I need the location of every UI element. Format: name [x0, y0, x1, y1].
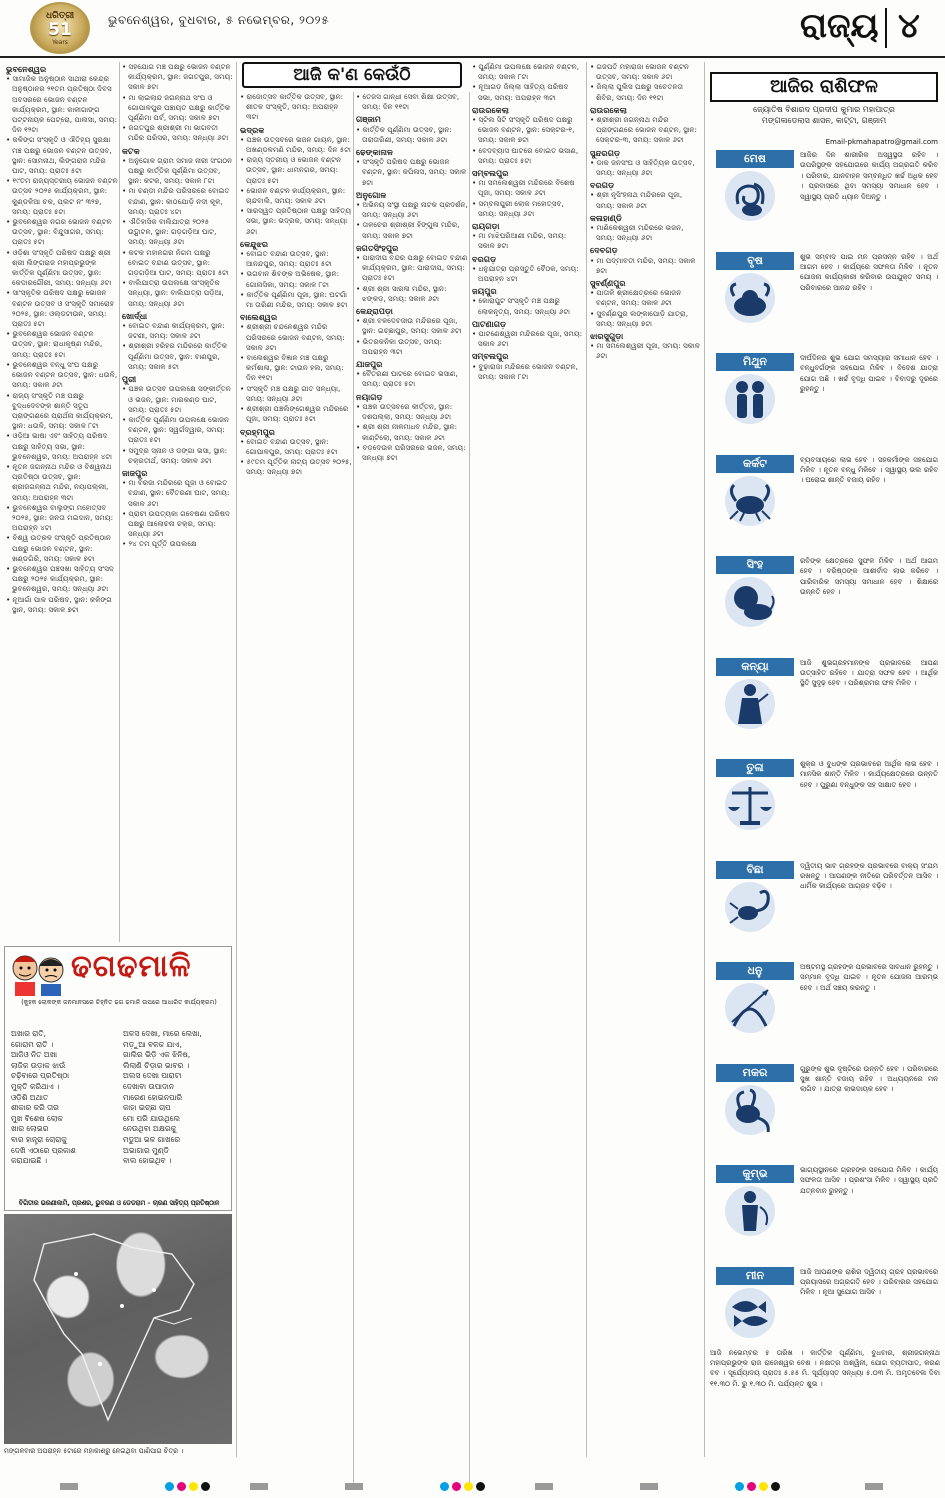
- event-item: • ପଞ୍ଚକ ଉତ୍ସବରେ ଭଜନ ଗାୟନ, ସ୍ଥାନ: ଅଖଣ୍ଡଳମଣି ମନ୍ଦିର, ସମୟ: ଦିନ ୫ଟା: [240, 135, 352, 155]
- page-number: ୪: [898, 6, 920, 46]
- district-heading: ଜଗତସିଂହପୁର: [356, 242, 399, 253]
- black-dot: [476, 1482, 485, 1491]
- district-heading: ଜୟପୁର: [472, 286, 497, 297]
- poem-line: ଶୀକାର କରି ତାର: [11, 1103, 59, 1113]
- event-item: • ତେଜସ ଗାନ୍ଧୀ ସେବା ଶିକ୍ଷା ଉତ୍ସବ, ସମୟ: ଦିନ ୧୧ଟା: [356, 92, 468, 112]
- horoscope-text: ଶୁକ୍ର ଓ ବୁଧଙ୍କ ପ୍ରଭାବରେ ଆର୍ଥିକ ଲାଭ ହେବ । ମାନସିକ ଶାନ୍ତି ମିଳିବ । କାର୍ଯ୍ୟକ୍ଷେତ୍ରରେ ଉନ୍ନତି ହେବ । ପୁରୁଣା ବନ୍ଧୁଙ୍କ ସହ ସାକ୍ଷାତ ହେବ ।: [800, 760, 938, 789]
- event-item: • ମା ପଦ୍ମାବତୀ ମନ୍ଦିର, ସମୟ: ସକାଳ ୭ଟା: [590, 256, 702, 276]
- cyan-dot: [440, 1482, 449, 1491]
- poem-line: ଗାଲିର ଭିଡ଼ି ଏକ ଝିନିଷ,: [123, 1050, 191, 1060]
- event-item: • ସମୁଦ୍ର ସ୍ନାନ ଓ ଡଙ୍ଗା ଭସା, ସ୍ଥାନ: ଚକ୍ରତୀର୍ଥ, ସମୟ: ସକାଳ ୬ଟା: [122, 446, 234, 466]
- district-heading: ଅନୁଗୋଳ: [356, 189, 387, 200]
- event-item: • ଡାକ ଜନସଂଘ ଓ ସାହିତ୍ୟିକ ଉତ୍ସବ, ସମୟ: ସନ୍ଧ୍ୟା ୬ଟା: [590, 158, 702, 178]
- event-item: • କାର୍ତ୍ତିକ ପୂର୍ଣ୍ଣିମା ଉତ୍ସବ, ସ୍ଥାନ: ତାରାତାରିଣୀ, ସମୟ: ସକାଳ ୬ଟା: [356, 125, 468, 145]
- event-item: • ରାଜୋତ୍ସବ କାର୍ତ୍ତିକ ଉତ୍ସବ, ସ୍ଥାନ: ଶୀତଳ ସଂସ୍କୃତି, ସମୟ: ଅପରାହ୍ନ ୩ଟା: [240, 92, 352, 123]
- seal-brand: ଧରିତ୍ରୀ: [45, 10, 75, 21]
- district-heading: କଟକ: [122, 145, 140, 156]
- zodiac-sign-label: କର୍କଟ: [716, 455, 794, 473]
- event-item: • ମା ବିରଜା ମନ୍ଦିରରେ ପୂଜା ଓ ବୋଇତ ବନ୍ଦାଣ, ସ୍ଥାନ: ବୈତରଣୀ ଘାଟ, ସମୟ: ସକାଳ ୬ଟା: [122, 478, 234, 509]
- horoscope-text: ଦ୍ୱିତୀୟ ଭାବ ଗ୍ରହଙ୍କ ପ୍ରଭାବରେ ବାକ୍ୟ ସଂଯମ ରଖନ୍ତୁ । ଆପଣଙ୍କ ନୀତିରେ ପରିବର୍ତ୍ତନ ଆସିବ । ଧାର୍ମିକ କାର୍ଯ୍ୟରେ ଆଗ୍ରହ ବଢ଼ିବ ।: [800, 861, 938, 891]
- district-heading: ରାଉରକେଲା: [472, 104, 509, 115]
- yellow-dot: [189, 1482, 198, 1491]
- scales-zodiac-icon: [724, 779, 776, 831]
- district-heading: କଳାହାଣ୍ଡି: [590, 212, 622, 223]
- cyan-dot: [165, 1482, 174, 1491]
- event-item: • ଭୁବନେଶ୍ୱର ନଗର ଭୋଜନ ବଣ୍ଟନ ଉତ୍ସବ, ସ୍ଥାନ: ବିନ୍ଦୁସାଗର, ସମୟ: ପ୍ରାତଃ ୫ଟା: [6, 217, 118, 248]
- event-item: • ଶ୍ରୀ ଶ୍ରୀ ନୀଳମାଧବ ମନ୍ଦିର, ସ୍ଥାନ: କାଣ୍ଟିଲୋ, ସମୟ: ସକାଳ ୬ଟା: [356, 422, 468, 442]
- seal-number: 51: [48, 19, 72, 40]
- event-item: • ସ୍ଟିଲ ସିଟି ସଂସ୍କୃତି ପରିଷଦ ପକ୍ଷରୁ ଭୋଜନ ବଣ୍ଟନ, ସ୍ଥାନ: ସେକ୍ଟର-୧, ସମୟ: ସକାଳ ୭ଟା: [472, 115, 584, 146]
- event-item: • ବୁଢ଼ାରାଜା ମନ୍ଦିରରେ ଭୋଜନ ବଣ୍ଟନ, ସମୟ: ସକାଳ ୮ଟା: [472, 362, 584, 382]
- event-item: • ସୁବର୍ଣ୍ଣପୁର ଲଙ୍କାପୋଡ଼ି ଯାତ୍ରା, ସମୟ: ସନ୍ଧ୍ୟା ୭ଟା: [590, 309, 702, 329]
- district-heading: ବ୍ରହ୍ମପୁର: [240, 426, 276, 437]
- event-item: • ଭୋଜନ ବଣ୍ଟନ କାର୍ଯ୍ୟକ୍ରମ, ସ୍ଥାନ: ଚାନ୍ଦବାଲି, ସମୟ: ସକାଳ ୬ଟା: [240, 186, 352, 206]
- event-item: • ୧୯ତମ ରାଜ୍ୟସ୍ତରୀୟ ଭୋଜନ ବଣ୍ଟନ ଉତ୍ସବ ୨୦୨୫ କାର୍ଯ୍ୟକ୍ରମ, ସ୍ଥାନ: କୁଣ୍ଡଳିଆ ଚକ, ପ୍ଲଟ ନଂ ୩୨୭, ସମୟ: ପ୍ରାତଃ ୫ଟା: [6, 176, 118, 217]
- poem-line: ଅଖାର ରାତି,: [11, 1029, 47, 1038]
- event-item: • ପୁର୍ଣ୍ଣିମା ଉପଲକ୍ଷେ ଭୋଜନ ବଣ୍ଟନ, ସମୟ: ସକାଳ ୮ଟା: [472, 62, 584, 82]
- event-item: • ସାଂସ୍କୃତିକ ପରିଷଦ ପକ୍ଷରୁ ଭୋଜନ ବଣ୍ଟନ ଉତ୍ସବ ଓ ସଂସ୍କୃତି ସମାରୋହ ୨୦୨୫, ସ୍ଥାନ: ଓଲ୍ଡଟାଉନ, ସମୟ: ପ୍ରାତଃ ୫ଟା: [6, 288, 118, 329]
- calendar-column-4: [356, 92, 468, 1452]
- cyan-dot: [735, 1482, 744, 1491]
- poem-line: ଲାଜିକ ଉଡ଼ାକ ଝାଉଁ: [11, 1060, 66, 1070]
- district-heading: ପାଟଣାଗଡ଼: [472, 318, 507, 329]
- poem-line: ଖାର ଲୋଭର: [11, 1124, 49, 1134]
- district-heading: ବରଗଡ଼: [590, 180, 615, 191]
- poem-line: ଦେଖି ଏଠାରେ ପ୍ରକାଶ: [11, 1145, 76, 1155]
- cartoon-panel: [4, 946, 232, 1211]
- district-heading: ସୁବର୍ଣ୍ଣପୁର: [590, 278, 626, 289]
- event-item: • ଶ୍ରୀଶ୍ରୀ ପଞ୍ଚଲିଙ୍ଗେଶ୍ୱର ମନ୍ଦିରରେ ପୂଜା, ସମୟ: ପ୍ରାତଃ ୫ଟା: [240, 404, 352, 424]
- event-item: • ସଂସ୍କୃତି ପରିଷଦ ପକ୍ଷରୁ ଭୋଜନ ବଣ୍ଟନ, ସ୍ଥାନ: କପିଳାସ, ସମୟ: ସକାଳ ୭ଟା: [356, 157, 468, 188]
- event-item: • ସମ୍ବଲପୁରୀ ଲୋକ ମହୋତ୍ସବ, ସମୟ: ସନ୍ଧ୍ୟା ୬ଟା: [472, 199, 584, 219]
- event-item: • ଶ୍ରୀଶ୍ରୀ ଜଗନ୍ନାଥ ମନ୍ଦିର ପ୍ରାଙ୍ଗଣରେ ଭୋଜନ ବଣ୍ଟନ, ସ୍ଥାନ: ସେକ୍ଟର-୩, ସମୟ: ସକାଳ ୬ଟା: [590, 115, 702, 146]
- black-dot: [201, 1482, 210, 1491]
- district-heading: ସୁନ୍ଦରଗଡ଼: [590, 147, 621, 158]
- registration-block: [640, 1483, 658, 1490]
- event-item: • ୫୯ତମ ପୂର୍ତ୍ତିକ ନାଟ୍ୟ ଉତ୍ସବ ୨୦୨୫, ସମୟ: ସନ୍ଧ୍ୟା ୭ଟା: [240, 457, 352, 477]
- horoscope-text: ଆଜି ଆପଣଙ୍କ ରାଶିର ଦ୍ୱିତୀୟ ଗ୍ରହ ପ୍ରଭାବରେ ପ୍ରୟାସରେ ଅଗ୍ରଗତି ହେବ । ପରିବାରର ସହଯୋଗ ମିଳିବ । ନୂଆ ସୁଯୋଗ ଆସିବ ।: [800, 1267, 938, 1297]
- event-item: • ଐତିହାସିକ ବାଲିଯାତ୍ରା ୨୦୨୫ ଉଦ୍ଘାଟନ, ସ୍ଥାନ: ଗଡ଼ଗଡ଼ିଆ ଘାଟ, ସମୟ: ସନ୍ଧ୍ୟା ୬ଟା: [122, 217, 234, 248]
- event-item: • ଶ୍ରୀ ଶ୍ରୀ ସାରଳା ମନ୍ଦିର, ସ୍ଥାନ: ଝଙ୍କଡ଼, ସମୟ: ସକାଳ ୬ଟା: [356, 284, 468, 304]
- event-item: • ପାତାଳି ଶ୍ରୀକ୍ଷେତ୍ରରେ ଭୋଜନ ବଣ୍ଟନ, ସମୟ: ସକାଳ ୬ଟା: [590, 288, 702, 308]
- district-heading: ଢେଙ୍କାନାଳ: [356, 147, 393, 158]
- event-item: • ସହଯୋଗ ମଞ୍ଚ ପକ୍ଷରୁ ଭୋଜନ ବଣ୍ଟନ କାର୍ଯ୍ୟକ୍ରମ, ସ୍ଥାନ: ଜଗତପୁର, ସମୟ: ସକାଳ ୭ଟା: [122, 62, 234, 93]
- zodiac-sign-label: ଧନୁ: [716, 962, 794, 980]
- event-item: • ଶ୍ରୀଶ୍ରୀ ହରିହର ମନ୍ଦିରରେ କାର୍ତ୍ତିକ ପୂର୍ଣ୍ଣିମା ଉତ୍ସବ, ସ୍ଥାନ: ବାଣପୁର, ସମୟ: ସକାଳ ୫ଟା: [122, 341, 234, 372]
- horoscope-text: ବ୍ୟବସାୟରେ ଲାଭ ହେବ । ସହକର୍ମୀଙ୍କ ସହଯୋଗ ମିଳିବ । ନୂତନ ବନ୍ଧୁ ମିଳିବେ । ସ୍ୱାସ୍ଥ୍ୟ ଭଲ ରହିବ । ଘରୋଇ ଶାନ୍ତି ବଜାୟ ରହିବ ।: [800, 455, 938, 485]
- event-item: • କାର୍ତ୍ତିକ ପୂର୍ଣ୍ଣିମା ପୂଜା, ସ୍ଥାନ: ଘଟଗାଁ ମା ତାରିଣୀ ମନ୍ଦିର, ସମୟ: ସକାଳ ୭ଟା: [240, 290, 352, 310]
- district-heading: ନୟାଗଡ଼: [356, 391, 383, 402]
- poem-left: [11, 1029, 123, 1167]
- horoscope-entry-water-bearer: [710, 1165, 940, 1267]
- event-item: • ଭିତରକନିକା ଉତ୍ସବ, ସମୟ: ଅପରାହ୍ନ ୩ଟା: [356, 337, 468, 357]
- poem-line: ଓଡ଼ିଶି ଅଥାତ: [11, 1092, 49, 1102]
- print-registration-bar: [0, 1475, 945, 1498]
- zodiac-sign-label: ସିଂହ: [716, 556, 794, 574]
- horoscope-entry-lion: [710, 556, 940, 658]
- registration-block: [865, 1483, 883, 1490]
- event-item: • ମା ସମଲେଶ୍ୱରୀ ପୂଜା, ସମୟ: ସକାଳ ୬ଟା: [590, 341, 702, 361]
- district-heading: କେନ୍ଦୁଝର: [240, 238, 269, 249]
- magenta-dot: [177, 1482, 186, 1491]
- poem-line: ମଡୁଆ ଭଳ ଗାଖରେ: [123, 1134, 181, 1144]
- event-item: • ବିଶ୍ୱ ଉତ୍କଳ ସଂସ୍କୃତି ପ୍ରତିଷ୍ଠାନ ପକ୍ଷରୁ ଭୋଜନ ବଣ୍ଟନ, ସ୍ଥାନ: ଖଣ୍ଡଗିରି, ସମୟ: ସକାଳ ୭ଟା: [6, 533, 118, 564]
- column-rule: [469, 92, 470, 1487]
- district-heading: ରାୟଗଡ଼ା: [472, 221, 500, 232]
- cartoon-figures-illustration: [9, 950, 67, 998]
- event-item: • କଟକ ମହାନଗର ନିଗମ ପକ୍ଷରୁ ବୋଇତ ବନ୍ଦାଣ ଉତ୍ସବ, ସ୍ଥାନ: ଗଡ଼ଗଡ଼ିଆ ଘାଟ, ସମୟ: ପ୍ରାତଃ ୫ଟା: [122, 248, 234, 279]
- horoscope-text: ଆଜିର ଦିନ ଶାରୀରିକ ଅସ୍ୱସ୍ଥତା ରହିବ । ଉପରିସ୍ଥଙ୍କ ସହଯୋଗରେ କାର୍ଯ୍ୟ ଅଗ୍ରଗତି କରିବ । ପରିବାର, ଯାନବାହନ ସମ୍ବନ୍ଧିତ ଖର୍ଚ୍ଚ ଅଧିକ ହେବ । ପ୍ରବାସରେ ଥିବା ସମସ୍ୟା ସମାଧାନ ହେବ । ସ୍ୱାସ୍ଥ୍ୟ ପ୍ରତି ଧ୍ୟାନ ଦିଅନ୍ତୁ ।: [800, 151, 938, 201]
- zodiac-sign-label: କନ୍ୟା: [716, 658, 794, 676]
- event-item: • ଶ୍ରୀଶ୍ରୀ ଚନ୍ଦନେଶ୍ୱର ମନ୍ଦିର ପରିସରରେ ଭୋଜନ ବଣ୍ଟନ, ସମୟ: ସକାଳ ୬ଟା: [240, 322, 352, 353]
- magenta-dot: [747, 1482, 756, 1491]
- poem-line: ମୋ ପରି ଯାଉଥିଲେ: [123, 1113, 181, 1123]
- water-bearer-zodiac-icon: [724, 1185, 776, 1237]
- poem-line: ଅଳସ ଦେଖା, ମାରେ ଲେଖା,: [123, 1029, 202, 1038]
- district-heading: କେନ୍ଦ୍ରାପଡ଼ା: [356, 306, 393, 317]
- poem-line: ମୁକ୍ତି କରିଥାଏ ।: [11, 1081, 60, 1091]
- poem-line: ମୁଖ ବିଶେଷ ଲୋକ: [11, 1113, 63, 1123]
- event-item: • କୋରାପୁଟ ସଂସ୍କୃତି ମଞ୍ଚ ପକ୍ଷରୁ ଲୋକନୃତ୍ୟ, ସମୟ: ସନ୍ଧ୍ୟା ୬ଟା: [472, 296, 584, 316]
- horoscope-entry-twins: [710, 353, 940, 455]
- event-item: • ଅନୁଗୋଳ ଗ୍ରାମ ସମାଜ ନାରୀ ସଂଗଠନ ପକ୍ଷରୁ କାର୍ତ୍ତିକ ପୂର୍ଣ୍ଣିମା ଉତ୍ସବ, ସ୍ଥାନ: କଟକ, ସମୟ: ସକାଳ ୮ଟା: [122, 156, 234, 187]
- district-heading: ବାଲେଶ୍ୱର: [240, 312, 278, 323]
- poem-line: ଲିଲାଣି ଚିଡ଼ାର ଭାବର ।: [123, 1060, 190, 1070]
- event-item: • ପଞ୍ଚକ ଉତ୍ସବରେ କୀର୍ତ୍ତନ, ସ୍ଥାନ: ଦଶପଲ୍ଲା, ସମୟ: ସନ୍ଧ୍ୟା ୬ଟା: [356, 402, 468, 422]
- seal-years: Years: [52, 38, 68, 46]
- magenta-dot: [452, 1482, 461, 1491]
- registration-block: [345, 1483, 363, 1490]
- event-item: • ପାଟଣେଶ୍ୱରୀ ମନ୍ଦିରରେ ପୂଜା, ସମୟ: ସକାଳ ୬ଟା: [472, 329, 584, 349]
- yellow-dot: [759, 1482, 768, 1491]
- author-name: ଜ୍ୟୋତିଷ ବିଶାରଦ ପ୍ରଦୀପ କୁମାର ମହାପାତ୍ର: [753, 105, 895, 114]
- event-item: • ସଂସ୍କୃତି ମଞ୍ଚ ପକ୍ଷରୁ ଗୀତ ସନ୍ଧ୍ୟା, ସମୟ: ସନ୍ଧ୍ୟା ୬ଟା: [240, 384, 352, 404]
- zodiac-sign-label: ମକର: [716, 1064, 794, 1082]
- event-item: • ଶ୍ରୀ ନୃସିଂହନାଥ ମନ୍ଦିରରେ ପୂଜା, ସମୟ: ସକାଳ ୬ଟା: [590, 190, 702, 210]
- district-heading: ଭଦ୍ରକ: [240, 124, 265, 135]
- archer-zodiac-icon: [724, 982, 776, 1034]
- event-item: • ଭୁବନେଶ୍ୱର ବାଲୁଙ୍ଗ ମହୋତ୍ସବ ୨୦୨୫, ସ୍ଥାନ: ଜନତା ମଇଦାନ, ସମୟ: ଅପରାହ୍ନ ୪ଟା: [6, 503, 118, 534]
- event-item: • ବୋଇତ ବନ୍ଦାଣ ଉତ୍ସବ, ସ୍ଥାନ: ଆନନ୍ଦପୁର, ସମୟ: ପ୍ରାତଃ ୫ଟା: [240, 249, 352, 269]
- event-item: • ପଞ୍ଚକ ଉତ୍ସବ ଉପଲକ୍ଷେ ସଙ୍କୀର୍ତ୍ତନ ଓ ଭଜନ, ସ୍ଥାନ: ମାରକଣ୍ଡ ଘାଟ, ସମୟ: ପ୍ରାତଃ ୫ଟା: [122, 384, 234, 415]
- cartoon-credit: ବିଗିତୀର ଭରଣୀକାମି, ପ୍ରଶର, ଭୁବରଣ ଓ ଡେଡରାମ – ଚାରଣ ସାହିତ୍ୟ ପ୍ରତିଷ୍ଠାନ: [18, 1200, 220, 1207]
- column-rule: [236, 62, 237, 1457]
- horoscope-entry-ram: [710, 150, 940, 252]
- satellite-weather-image: [4, 1214, 232, 1444]
- event-item: • ଶ୍ରୀ ବଳଦେବଜୀଉ ମନ୍ଦିରରେ ପୂଜା, ସ୍ଥାନ: ଇଚ୍ଛାପୁର, ସମୟ: ସକାଳ ୬ଟା: [356, 316, 468, 336]
- event-item: • ମା ମାଝିଘରିଆଣୀ ମନ୍ଦିର, ସମୟ: ସକାଳ ୭ଟା: [472, 231, 584, 251]
- district-heading: ଯାଜପୁର: [356, 359, 383, 370]
- district-heading: ଖୋର୍ଦ୍ଧା: [122, 310, 148, 321]
- district-heading: ଗଞ୍ଜାମ: [356, 114, 382, 125]
- event-item: • ନୂଆଗାଁ ପାଳ ପରିଷଦ, ସ୍ଥାନ: କଳିଙ୍ଗ ସ୍ଥାନ, ସମୟ: ସକାଳ ୭ଟା: [6, 595, 118, 615]
- horoscope-entry-goat: [710, 1064, 940, 1166]
- ram-zodiac-icon: [724, 170, 776, 222]
- event-item: • ଜଗତପୁର ଶ୍ରୀଶ୍ରୀ ମା ଭାଗବତୀ ମନ୍ଦିର ପରିସର, ସମୟ: ସନ୍ଧ୍ୟା ୬ଟା: [122, 123, 234, 143]
- author-address: ମଙ୍ଗଳାଡେଲାସ ଶାସନ, କାଟ୍ଟା, ଗଞ୍ଜାମ: [761, 116, 887, 125]
- event-item: • ମାଣିକେଶ୍ୱରୀ ମନ୍ଦିରରେ ଭଜନ, ସମୟ: ସନ୍ଧ୍ୟା ୬ଟା: [590, 223, 702, 243]
- masthead: [0, 0, 945, 58]
- poem-line: ବାର ହାନ୍ତ୍ରା ଚୋରାକୁ: [11, 1134, 67, 1144]
- calendar-column-3: [240, 92, 352, 1452]
- poem-line: ନେଉଥିବା ଅକ୍ଷରକୁ: [123, 1124, 177, 1134]
- panchang-text: ଆଜି ନଭେମ୍ବର ୫ ତାରିଖ । କାର୍ତ୍ତିକ ପୂର୍ଣ୍ଣିମା, ବୁଧବାର, ଶ୍ରୀଜଗନ୍ନାଥ ମହାପ୍ରଭୁଙ୍କ ରାଜ ରାଜେଶ୍ୱର ବେଶ । ନକ୍ଷତ୍ର ଅଶ୍ୱିନୀ, ଯୋଗ ବ୍ୟତୀପାତ, କରଣ ବବ । ସୂର୍ଯ୍ୟୋଦୟ ପ୍ରାତଃ ୫.୫୫ ମି. ସୂର୍ଯ୍ୟାସ୍ତ ସନ୍ଧ୍ୟା ୫.୦୩ ମି. ଅମୃତବେଳା ଦିବା ୧୧.୩୦ ମି. ରୁ ୧.୩୦ ମି. ପର୍ଯ୍ୟନ୍ତ ଶୁଭ ।: [710, 1349, 940, 1388]
- district-heading: ଜାଜପୁର: [122, 467, 148, 478]
- fish-zodiac-icon: [724, 1287, 776, 1339]
- poem-line: ଗୋରାମ ରାତି ।: [11, 1039, 54, 1049]
- event-item: • ବୈତରଣୀ ଘାଟରେ ବୋଇତ ଭସାଣ, ସମୟ: ପ୍ରାତଃ ୫ଟା: [356, 369, 468, 389]
- zodiac-sign-label: ମୀନ: [716, 1267, 794, 1285]
- scorpion-zodiac-icon: [724, 881, 776, 933]
- poem-line: ଚଢ଼ିବାରେ ପ୍ରତିଷ୍ଠା: [11, 1071, 70, 1081]
- yellow-dot: [464, 1482, 473, 1491]
- district-heading: ପୁରୀ: [122, 374, 137, 385]
- event-item: • ମା ସମଲେଶ୍ୱରୀ ମନ୍ଦିରରେ ବିଶେଷ ପୂଜା, ସମୟ: ସକାଳ ୬ଟା: [472, 178, 584, 198]
- twins-zodiac-icon: [724, 373, 776, 425]
- district-heading: ରାଉରକେଲା: [590, 104, 627, 115]
- dateline: ଭୁବନେଶ୍ୱର, ବୁଧବାର, ୫ ନଭେମ୍ବର, ୨୦୨୫: [108, 13, 330, 27]
- zodiac-sign-label: ମିଥୁନ: [716, 353, 794, 371]
- cartoon-subtitle: (କୁହକ ଲୋକଙ୍କ ଜନମାନସରେ ଚିହ୍ନିତ ଢଗ ଢମାଳି ଉପରେ ଆଧାରିତ କାର୍ଯ୍ୟକ୍ରମ): [21, 999, 217, 1006]
- poem-line: ଅଲସ ଦେଖା ପାରାଟା: [123, 1071, 182, 1081]
- calendar-column-2: [122, 62, 234, 942]
- author-email: Email-pkmahapatro@gmail.com: [825, 138, 938, 146]
- goat-zodiac-icon: [724, 1084, 776, 1136]
- district-heading: ଦେବଗଡ଼: [590, 245, 618, 256]
- poem-line: କାହା ଇଚ୍ଛା ଚାପ: [123, 1103, 171, 1113]
- anniversary-seal-logo: [30, 2, 90, 54]
- event-item: • ନୂଆଗଡ଼ ଜିଲ୍ଲା ସାହିତ୍ୟ ପରିଷଦ ସଭା, ସମୟ: ଅପରାହ୍ନ ୩ଟା: [472, 82, 584, 102]
- event-item: • ଓଡ଼ିଆ ଭାଷା ଏବଂ ସାହିତ୍ୟ ପରିଷଦ ପକ୍ଷରୁ ସାହିତ୍ୟ ସଭା, ସ୍ଥାନ: ଭୁବନେଶ୍ୱର, ସମୟ: ଅପରାହ୍ନ ୪ଟା: [6, 431, 118, 462]
- poem-line: ମଡ଼ୁଆ ବଳକ ଯାଏ,: [123, 1039, 182, 1049]
- event-item: • ବୋଇତ ବନ୍ଦାଣ ଉତ୍ସବ, ସ୍ଥାନ: ଗୋପାଳପୁର, ସମୟ: ପ୍ରାତଃ ୫ଟା: [240, 437, 352, 457]
- event-item: • ସାରସ୍ୱତ ପ୍ରତିଷ୍ଠାନ ପକ୍ଷରୁ ସାହିତ୍ୟ ସଭା, ସ୍ଥାନ: ଭଦ୍ରକ, ସମୟ: ସନ୍ଧ୍ୟା ୬ଟା: [240, 206, 352, 237]
- district-heading: ସମ୍ବଲପୁର: [472, 168, 509, 179]
- lion-zodiac-icon: [724, 576, 776, 628]
- event-item: • ଭୁବନେଶ୍ୱର ବନ୍ଧୁ ସଂଘ ପକ୍ଷରୁ ଭୋଜନ ବଣ୍ଟନ ଉତ୍ସବ, ସ୍ଥାନ: ଧଉଳି, ସମୟ: ସକାଳ ୬ଟା: [6, 360, 118, 391]
- horoscope-title: ଆଜିର ରାଶିଫଳ: [710, 72, 938, 102]
- poem-line: ମାରେଣ ହୋଇନପାରି: [123, 1092, 183, 1102]
- horoscope-entry-crab: [710, 455, 940, 557]
- bull-zodiac-icon: [724, 272, 776, 324]
- horoscope-entry-scorpion: [710, 861, 940, 963]
- event-item: • କଳିଙ୍ଗ ସଂସ୍କୃତି ଓ ଐତିହ୍ୟ ସୁରକ୍ଷା ମଞ୍ଚ ପକ୍ଷରୁ ଭୋଜନ ବଣ୍ଟନ ଉତ୍ସବ, ସ୍ଥାନ: ସୋମନାଥ, ଲିଙ୍ଗରାଜ ମନ୍ଦିର ଘାଟ, ସମୟ: ପ୍ରାତଃ ୫ଟା: [6, 135, 118, 176]
- horoscope-entry-maiden: [710, 658, 940, 760]
- event-item: • ଭୁବନେଶ୍ୱର ପଞ୍ଚସଖା ସାହିତ୍ୟ ସଂସଦ ପକ୍ଷରୁ ୨୦୨୫ କାର୍ଯ୍ୟକ୍ରମ, ସ୍ଥାନ: ଭୁବନେଶ୍ୱର, ସମୟ: ସନ୍ଧ୍ୟା ୬ଟା: [6, 564, 118, 595]
- zodiac-sign-label: ବିଛା: [716, 861, 794, 879]
- horoscope-text: ଶୁଭ ସମ୍ବାଦ ପାଇ ମନ ପ୍ରସନ୍ନ ରହିବ । ଅର୍ଥ ଆଗମ ହେବ । କାର୍ଯ୍ୟରେ ସଫଳତା ମିଳିବ । ନୂତନ ଯୋଜନା କାର୍ଯ୍ୟକାରୀ କରିବାର ଉପଯୁକ୍ତ ସମୟ । ପରିବାରରେ ଆନନ୍ଦ ରହିବ ।: [800, 252, 938, 292]
- event-item: • ବେଦବ୍ୟାସ ଘାଟରେ ବୋଇତ ଭସାଣ, ସମୟ: ପ୍ରାତଃ ୫ଟା: [472, 146, 584, 166]
- event-item: • ତାଳଚେର ଶ୍ରୀଶ୍ରୀ ହିଙ୍ଗୁଳା ମନ୍ଦିର, ସମୟ: ସକାଳ ୭ଟା: [356, 220, 468, 240]
- event-item: • ଜିଲ୍ଲା ପୁଲିସ ପକ୍ଷରୁ ସଚେତନତା ଶିବିର, ସମୟ: ଦିନ ୧୧ଟା: [590, 82, 702, 102]
- event-item: • ୨୪ ତମ ପୂର୍ତ୍ତି ଉପଲକ୍ଷେ: [122, 539, 234, 549]
- section-title: ରାଜ୍ୟ: [800, 6, 879, 46]
- black-dot: [771, 1482, 780, 1491]
- event-item: • ଅଭିନୟ ସଂସ୍ଥା ପକ୍ଷରୁ ନାଟକ ପ୍ରଦର୍ଶନ, ସମୟ: ସନ୍ଧ୍ୟା ୬ଟା: [356, 200, 468, 220]
- calendar-column-1: [6, 62, 118, 942]
- event-item: • ବାଲିଯାତ୍ରା ଉପଲକ୍ଷେ ସାଂସ୍କୃତିକ ସନ୍ଧ୍ୟା, ସ୍ଥାନ: ବାଲିଯାତ୍ରା ପଡ଼ିଆ, ସମୟ: ସନ୍ଧ୍ୟା ୬ଟା: [122, 278, 234, 309]
- column-rule: [119, 62, 120, 942]
- poem-line: ଦେଖାବା ଉପାଦାନ: [123, 1081, 175, 1091]
- horoscope-text: ଆଜି ଶୁଭଗ୍ରହମାନଙ୍କ ପ୍ରଭାବରେ ଆପଣ ଉତ୍ସାହିତ ରହିବେ । ଯାତ୍ରା ସଫଳ ହେବ । ଆର୍ଥିକ ସ୍ଥିତି ସୁଦୃଢ଼ ହେବ । ପରିଶ୍ରମର ଫଳ ମିଳିବ ।: [800, 658, 938, 688]
- maiden-zodiac-icon: [724, 678, 776, 730]
- column-rule: [704, 62, 705, 1457]
- event-item: • ପ୍ରାଚୀ ଉପତ୍ୟକା ଗବେଷଣା ପରିଷଦ ପକ୍ଷରୁ ଆଲୋଚନା ଚକ୍ର, ସମୟ: ସନ୍ଧ୍ୟା ୬ଟା: [122, 509, 234, 540]
- zodiac-sign-label: କୁମ୍ଭ: [716, 1165, 794, 1183]
- event-item: • ସାମାଜିକ ଅନୁଷ୍ଠାନ ସାଥୀରା କେନ୍ଦ୍ର ଅନୁଷ୍ଠାନର ୨୧ତମ ପ୍ରତିଷ୍ଠା ଦିବସ ଅବସରରେ ଭୋଜନ ବଣ୍ଟନ କାର୍ଯ୍ୟକ୍ରମ, ସ୍ଥାନ: କାଳୀଗାଙ୍ଗ ପଟ୍ଟନାୟକ ପେଟ୍ରୋ, ପାଲସା, ସମୟ: ଦିନ ୧୨ଟା: [6, 74, 118, 135]
- poem-line: ବାଲ ହୋଇଥିବ ।: [123, 1156, 172, 1166]
- event-item: • ପାରାଦୀପ ବନ୍ଦର ପକ୍ଷରୁ ବୋଇତ ବନ୍ଦାଣ କାର୍ଯ୍ୟକ୍ରମ, ସ୍ଥାନ: ପାରାଦୀପ, ସମୟ: ପ୍ରାତଃ ୫ଟା: [356, 253, 468, 284]
- event-item: • ବୋଇତ ବନ୍ଦାଣ କାର୍ଯ୍ୟକ୍ରମ, ସ୍ଥାନ: ଜଟଣୀ, ସମୟ: ସକାଳ ୬ଟା: [122, 321, 234, 341]
- horoscope-text: ଅଷ୍ଟମସ୍ଥ ଗ୍ରହଙ୍କ ପ୍ରଭାବରେ ସାବଧାନ ରୁହନ୍ତୁ । ସମ୍ମାନ ବୃଦ୍ଧି ପାଇବ । ନୂତନ ଯୋଜନା ଆରମ୍ଭ ହେବ । ଅର୍ଥ ସଞ୍ଚୟ କରନ୍ତୁ ।: [800, 963, 938, 992]
- satellite-caption: ମଙ୍ଗଳବାର ଅପରାହ୍ନ ୫ଟାରେ ମହାକାଶରୁ ନେଇଥିବା ପାଣିପାଗ ଚିତ୍ର ।: [4, 1447, 184, 1455]
- calendar-column-6: [590, 62, 702, 1452]
- event-item: • ମା ଲାଇଲାନ୍ଦ ଜଗନ୍ନାଥ ସଂଘ ଓ ଗୋପାଳପୁର ପଞ୍ଚାୟତ ପକ୍ଷରୁ କାର୍ତ୍ତିକ ପୂର୍ଣ୍ଣିମା ପର୍ବ, ସମୟ: ସକାଳ ୭ଟା: [122, 93, 234, 124]
- registration-block: [60, 1483, 78, 1490]
- event-item: • ଗଜପତି ମହାରାଜା ଭୋଜନ ବଣ୍ଟନ ଉତ୍ସବ, ସମୟ: ସକାଳ ୬ଟା: [590, 62, 702, 82]
- event-item: • ନୂତନ ଜଗନ୍ନାଥ ମନ୍ଦିର ଓ ବିଶ୍ୱନାଥ ପ୍ରତିଷ୍ଠା ଉତ୍ସବ, ସ୍ଥାନ: ଶ୍ରୀଜଗନ୍ନାଥ ମନ୍ଦିର, ନୟାପଲ୍ଲୀ, ସମୟ: ଅପରାହ୍ନ ୩ଟା: [6, 462, 118, 503]
- district-heading: ଭୁବନେଶ୍ୱର: [6, 64, 47, 74]
- horoscope-text: ଭାଗ୍ୟସ୍ଥାନରେ ଗ୍ରହଙ୍କ ସହଯୋଗ ମିଳିବ । କାର୍ଯ୍ୟ ସଫଳତା ଆସିବ । ପ୍ରଶଂସା ମିଳିବ । ସ୍ୱାସ୍ଥ୍ୟ ପ୍ରତି ଯତ୍ନବାନ ରୁହନ୍ତୁ ।: [800, 1166, 938, 1195]
- horoscope-author: [710, 104, 938, 126]
- calendar-title: ଆଜି କ'ଣ କେଉଁଠି: [242, 62, 462, 88]
- zodiac-sign-label: ବୃଷ: [716, 252, 794, 270]
- event-item: • ମା ଚଣ୍ଡୀ ମନ୍ଦିର ପରିସରରେ ବୋଇତ ବନ୍ଦାଣ, ସ୍ଥାନ: କାଠଯୋଡ଼ି ନଦୀ କୂଳ, ସମୟ: ପ୍ରାତଃ ୪ଟା: [122, 186, 234, 217]
- event-item: • ବାଲେଶ୍ୱର ବିଜ୍ଞାନ ମଞ୍ଚ ପକ୍ଷରୁ କର୍ମଶାଳା, ସ୍ଥାନ: ଟାଉନ ହଲ, ସମୟ: ଦିନ ୧୧ଟା: [240, 353, 352, 384]
- event-item: • ଓଡ଼ିଶା ସଂସ୍କୃତି ପରିଷଦ ପକ୍ଷରୁ ଶ୍ରୀ ଶ୍ରୀ ଲିଙ୍ଗରାଜ ମହାପ୍ରଭୁଙ୍କ କାର୍ତ୍ତିକ ପୂର୍ଣ୍ଣିମା ଉତ୍ସବ, ସ୍ଥାନ: କେଦାରଗୌରୀ, ସମୟ: ସନ୍ଧ୍ୟା ୬ଟା: [6, 248, 118, 289]
- event-item: • ବଡ଼ଦେଉଳ ପରିସରରେ ଭଜନ, ସମୟ: ସନ୍ଧ୍ୟା ୭ଟା: [356, 443, 468, 463]
- horoscope-entry-archer: [710, 962, 940, 1064]
- event-item: • ଭଗବାନ ଶିବଙ୍କ ଅଭିଷେକ, ସ୍ଥାନ: ଗୋନାସିକା, ସମୟ: ସକାଳ ୮ଟା: [240, 269, 352, 289]
- column-rule: [353, 92, 354, 1487]
- event-item: • କାର୍ତ୍ତିକ ପୂର୍ଣ୍ଣିମା ଉପଲକ୍ଷେ ଭୋଜନ ବଣ୍ଟନ, ସ୍ଥାନ: ସ୍ୱର୍ଗଦ୍ୱାର, ସମୟ: ପ୍ରାତଃ ୫ଟା: [122, 415, 234, 446]
- cartoon-title: ଢଗଢମାଳି: [71, 949, 192, 984]
- poem-line: କରାଯାଇଛି ।: [11, 1156, 48, 1166]
- section-divider: [885, 8, 887, 48]
- crab-zodiac-icon: [724, 475, 776, 527]
- event-item: • ଧନୁଯାତ୍ରା ପ୍ରସ୍ତୁତି ବୈଠକ, ସମୟ: ଅପରାହ୍ନ ୪ଟା: [472, 264, 584, 284]
- horoscope-entry-bull: [710, 252, 940, 354]
- district-heading: ବରଗଡ଼: [472, 253, 497, 264]
- zodiac-sign-label: ମେଷ: [716, 150, 794, 168]
- india-map-outline: [4, 1214, 232, 1444]
- district-heading: ସମ୍ବଲପୁର: [472, 351, 509, 362]
- horoscope-text: ରବିଙ୍କ କ୍ଷେତ୍ରରେ ସୁଫଳ ମିଳିବ । ଅର୍ଥ ଆଗମ ହେବ । ବରିଷ୍ଠଙ୍କ ଆଶୀର୍ବାଦ ଲାଭ କରିବେ । ପାରିବାରିକ ସମସ୍ୟା ସମାଧାନ ହେବ । ଶିକ୍ଷାରେ ଉନ୍ନତି ହେବ ।: [800, 557, 938, 597]
- poem-right: [123, 1029, 231, 1167]
- district-heading: ଝାରସୁଗୁଡ଼ା: [590, 331, 624, 342]
- column-rule: [586, 62, 587, 1457]
- horoscope-text: ଦୀର୍ଘଦିନର ଶୁଭ ଯୋଗ ସମସ୍ୟାର ସମାଧାନ ହେବ । ବନ୍ଧୁବର୍ଗଙ୍କ ସହଯୋଗ ମିଳିବ । ବିଦେଶ ଯାତ୍ରା ଯୋଗ ଅଛି । ଖର୍ଚ୍ଚ ବୃଦ୍ଧି ପାଇବ । ବିବାଦରୁ ଦୂରରେ ରୁହନ୍ତୁ ।: [800, 354, 938, 394]
- horoscope-text: ଗୁରୁଙ୍କ ଶୁଭ ଦୃଷ୍ଟିରେ ଉନ୍ନତି ହେବ । ପରିବାରରେ ସୁଖ ଶାନ୍ତି ବଜାୟ ରହିବ । ଅଧ୍ୟୟନରେ ମନ ଲାଗିବ । ଯାତ୍ରା ଲାଭଦାୟକ ହେବ ।: [800, 1064, 938, 1094]
- calendar-column-5: [472, 62, 584, 1452]
- registration-block: [535, 1483, 553, 1490]
- zodiac-sign-label: ତୁଳା: [716, 759, 794, 777]
- event-item: • ରାଜ୍ୟ ସଂସ୍କୃତି ମଞ୍ଚ ପକ୍ଷରୁ ବୁଦ୍ଧଦେବଙ୍କ ଶାନ୍ତି ସ୍ତୂପ ପ୍ରାଙ୍ଗଣରେ ପ୍ରାର୍ଥନା କାର୍ଯ୍ୟକ୍ରମ, ସ୍ଥାନ: ଧଉଳି, ସମୟ: ସକାଳ ୮ଟା: [6, 391, 118, 432]
- poem-line: ଅଭାଗାର ମୁଣ୍ଡି: [123, 1145, 169, 1155]
- event-item: • ରାଜ୍ୟ ସ୍ତରୀୟ ଓ ଭୋଜନ ବଣ୍ଟନ ଉତ୍ସବ, ସ୍ଥାନ: ଧାମନଗର, ସମୟ: ପ୍ରାତଃ ୫ଟା: [240, 155, 352, 186]
- registration-block: [250, 1483, 268, 1490]
- poem-line: ଆଜିଓ ନିତ ଅଖା: [11, 1050, 58, 1060]
- event-item: • ଭୁବନେଶ୍ୱର ଭୋଜନ ବଣ୍ଟନ ଉତ୍ସବ, ସ୍ଥାନ: ରାଧାକୃଷ୍ଣ ମନ୍ଦିର, ସମୟ: ପ୍ରାତଃ ୫ଟା: [6, 329, 118, 360]
- horoscope-entry-scales: [710, 759, 940, 861]
